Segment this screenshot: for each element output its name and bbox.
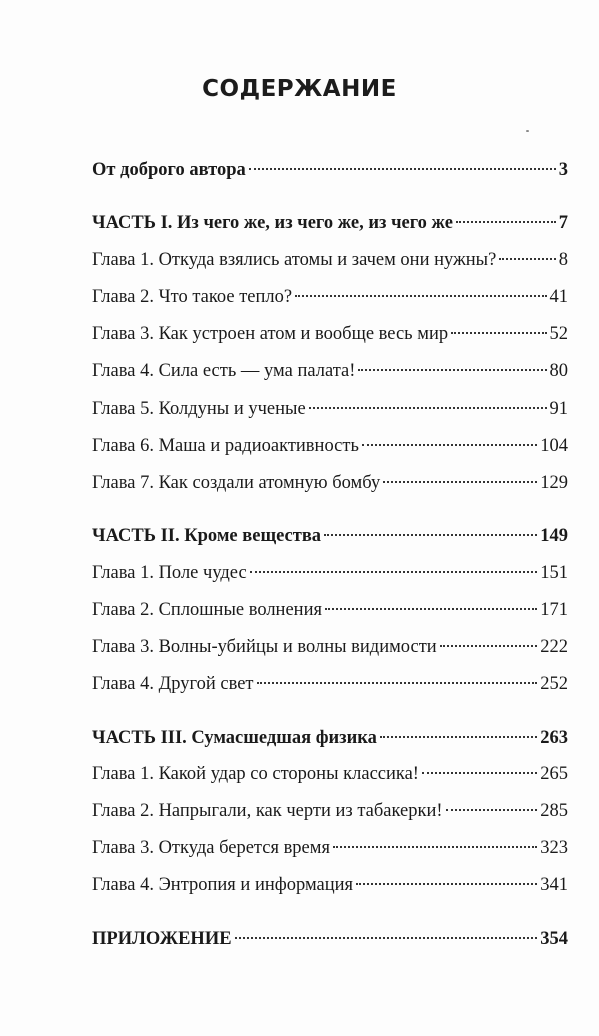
toc-entry	[92, 799, 568, 823]
toc-dot-leader	[422, 772, 537, 774]
toc-entry-label: Глава 4. Другой свет	[92, 674, 254, 694]
toc-dot-leader	[324, 534, 537, 536]
toc-entry-label: Глава 1. Какой удар со стороны классика!	[92, 764, 419, 784]
toc-entry-label: Глава 6. Маша и радиоактивность	[92, 436, 359, 456]
toc-entry-label: Глава 1. Откуда взялись атомы и зачем они нужны?	[92, 250, 497, 270]
toc-dot-leader	[250, 571, 538, 573]
toc-entry-label: Глава 3. Как устроен атом и вообще весь мир	[92, 324, 449, 344]
toc-entry-page-number: 263	[540, 728, 568, 748]
toc-dot-leader	[499, 258, 555, 260]
toc-entry-page-number: 52	[549, 324, 568, 344]
toc-entry-page-number: 151	[540, 563, 568, 583]
toc-entry-page-number: 7	[558, 213, 568, 233]
toc-entry	[92, 322, 568, 346]
toc-dot-leader	[362, 444, 537, 446]
toc-entry-label: Глава 5. Колдуны и ученые	[92, 399, 306, 419]
toc-entry-label: Глава 1. Поле чудес	[92, 563, 247, 583]
toc-entry	[92, 434, 568, 458]
toc-entry-page-number: 8	[558, 250, 568, 270]
toc-dot-leader	[325, 608, 537, 610]
toc-dot-leader	[440, 645, 538, 647]
toc-entry	[92, 359, 568, 383]
toc-entry-label: От доброго автора	[92, 160, 246, 180]
toc-entry	[92, 471, 568, 495]
toc-entry-page-number: 91	[549, 399, 568, 419]
toc-dot-leader	[358, 369, 546, 371]
toc-dot-leader	[451, 332, 546, 334]
toc-entry-label: Глава 4. Энтропия и информация	[92, 875, 354, 895]
toc-entry-page-number: 149	[540, 526, 568, 546]
toc-entry	[92, 635, 568, 659]
toc-entry	[92, 397, 568, 421]
toc-entry-label: ЧАСТЬ III. Сумасшедшая физика	[92, 728, 377, 748]
toc-entry-page-number: 171	[540, 600, 568, 620]
toc-entry-label: ЧАСТЬ II. Кроме вещества	[92, 526, 322, 546]
paper-speck	[526, 130, 529, 132]
toc-dot-leader	[257, 682, 538, 684]
toc-dot-leader	[383, 481, 537, 483]
toc-entry-page-number: 252	[540, 674, 568, 694]
toc-entry-label: Глава 3. Волны-убийцы и волны видимости	[92, 637, 437, 657]
toc-entry-page-number: 41	[549, 287, 568, 307]
toc-dot-leader	[333, 846, 537, 848]
toc-entry-page-number: 80	[549, 361, 568, 381]
toc-entry-label: Глава 2. Что такое тепло?	[92, 287, 293, 307]
toc-dot-leader	[356, 883, 537, 885]
toc-entry	[92, 211, 568, 235]
toc-entry-page-number: 265	[540, 764, 568, 784]
toc-entry-page-number: 285	[540, 801, 568, 821]
toc-entry	[92, 285, 568, 309]
toc-entry-label: Глава 2. Напрыгали, как черти из табакерки!	[92, 801, 443, 821]
toc-entry-label: ПРИЛОЖЕНИЕ	[92, 929, 232, 949]
toc-entry	[92, 927, 568, 951]
toc-entry	[92, 672, 568, 696]
toc-entry	[92, 726, 568, 750]
toc-entry	[92, 561, 568, 585]
toc-entry-label: Глава 3. Откуда берется время	[92, 838, 330, 858]
toc-entry	[92, 248, 568, 272]
toc-entry-page-number: 323	[540, 838, 568, 858]
toc-entry-page-number: 3	[558, 160, 568, 180]
toc-entry	[92, 873, 568, 897]
toc-entry	[92, 836, 568, 860]
toc-dot-leader	[295, 295, 546, 297]
toc-entry	[92, 598, 568, 622]
toc-entry	[92, 762, 568, 786]
toc-dot-leader	[235, 937, 538, 939]
toc-entry-page-number: 354	[540, 929, 568, 949]
toc-dot-leader	[456, 221, 556, 223]
toc-dot-leader	[249, 168, 556, 170]
toc-entry-label: Глава 2. Сплошные волнения	[92, 600, 322, 620]
page-title: СОДЕРЖАНИЕ	[202, 76, 397, 102]
toc-entry-page-number: 129	[540, 473, 568, 493]
toc-entry	[92, 158, 568, 182]
toc-dot-leader	[309, 407, 547, 409]
toc-dot-leader	[446, 809, 538, 811]
toc-entry-page-number: 104	[540, 436, 568, 456]
toc-entry-label: ЧАСТЬ I. Из чего же, из чего же, из чего же	[92, 213, 453, 233]
toc-entry-page-number: 222	[540, 637, 568, 657]
toc-entry-label: Глава 7. Как создали атомную бомбу	[92, 473, 381, 493]
toc-entry-page-number: 341	[540, 875, 568, 895]
toc-entry-label: Глава 4. Сила есть — ума палата!	[92, 361, 356, 381]
toc-dot-leader	[380, 736, 537, 738]
toc-entry	[92, 524, 568, 548]
